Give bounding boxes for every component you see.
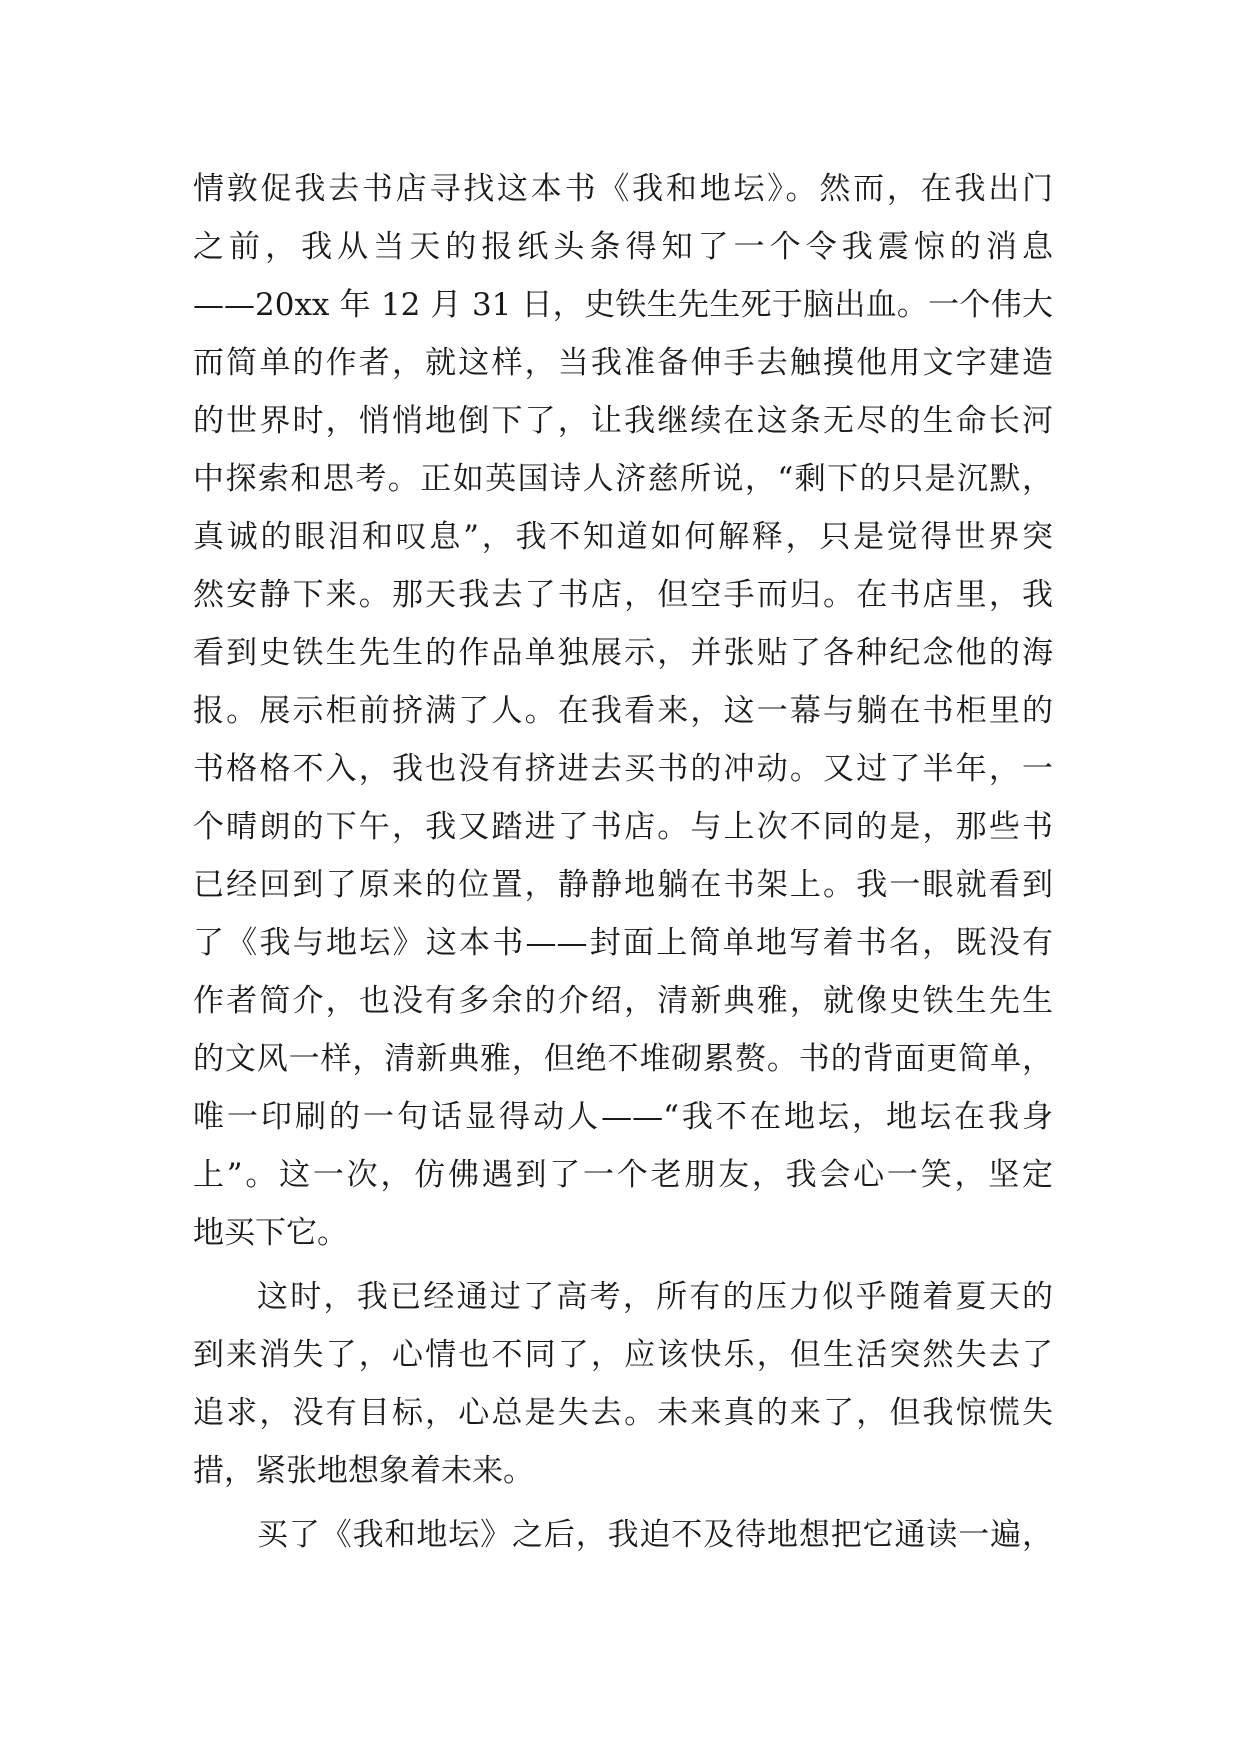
text-line: 唯一印刷的一句话显得动人——“我不在地坛，地坛在我身	[193, 1099, 1053, 1135]
paragraph	[193, 160, 1053, 1262]
paragraph	[193, 1506, 1053, 1564]
text-line: 个晴朗的下午，我又踏进了书店。与上次不同的是，那些书	[193, 809, 1053, 845]
text-line: 已经回到了原来的位置，静静地躺在书架上。我一眼就看到	[193, 867, 1053, 903]
text-line: 地买下它。	[193, 1215, 348, 1251]
text-line: 了《我与地坛》这本书——封面上简单地写着书名，既没有	[193, 925, 1053, 961]
text-line: 追求，没有目标，心总是失去。未来真的来了，但我惊慌失	[193, 1395, 1053, 1431]
text-line: 的世界时，悄悄地倒下了，让我继续在这条无尽的生命长河	[193, 403, 1053, 439]
body-text	[193, 160, 1053, 1564]
text-line: 买了《我和地坛》之后，我迫不及待地想把它通读一遍，	[257, 1517, 1053, 1553]
text-line: 这时，我已经通过了高考，所有的压力似乎随着夏天的	[257, 1279, 1053, 1315]
text-line: 的文风一样，清新典雅，但绝不堆砌累赘。书的背面更简单，	[193, 1041, 1053, 1077]
text-line: 到来消失了，心情也不同了，应该快乐，但生活突然失去了	[193, 1337, 1053, 1373]
text-line: 而简单的作者，就这样，当我准备伸手去触摸他用文字建造	[193, 345, 1053, 381]
text-line: 情敦促我去书店寻找这本书《我和地坛》。然而，在我出门	[193, 171, 1053, 207]
text-line: 看到史铁生先生的作品单独展示，并张贴了各种纪念他的海	[193, 635, 1053, 671]
text-line: 然安静下来。那天我去了书店，但空手而归。在书店里，我	[193, 577, 1053, 613]
text-line: 措，紧张地想象着未来。	[193, 1453, 534, 1489]
text-line: 报。展示柜前挤满了人。在我看来，这一幕与躺在书柜里的	[193, 693, 1053, 729]
text-line: 书格格不入，我也没有挤进去买书的冲动。又过了半年，一	[193, 751, 1053, 787]
text-line: ——20xx 年 12 月 31 日，史铁生先生死于脑出血。一个伟大	[193, 287, 1053, 323]
text-line: 作者简介，也没有多余的介绍，清新典雅，就像史铁生先生	[193, 983, 1053, 1019]
text-line: 中探索和思考。正如英国诗人济慈所说，“剩下的只是沉默，	[193, 461, 1053, 497]
paragraph	[193, 1268, 1053, 1500]
text-line: 真诚的眼泪和叹息”，我不知道如何解释，只是觉得世界突	[193, 519, 1053, 555]
text-line: 上”。这一次，仿佛遇到了一个老朋友，我会心一笑，坚定	[193, 1157, 1053, 1193]
text-line: 之前，我从当天的报纸头条得知了一个令我震惊的消息	[193, 229, 1053, 265]
